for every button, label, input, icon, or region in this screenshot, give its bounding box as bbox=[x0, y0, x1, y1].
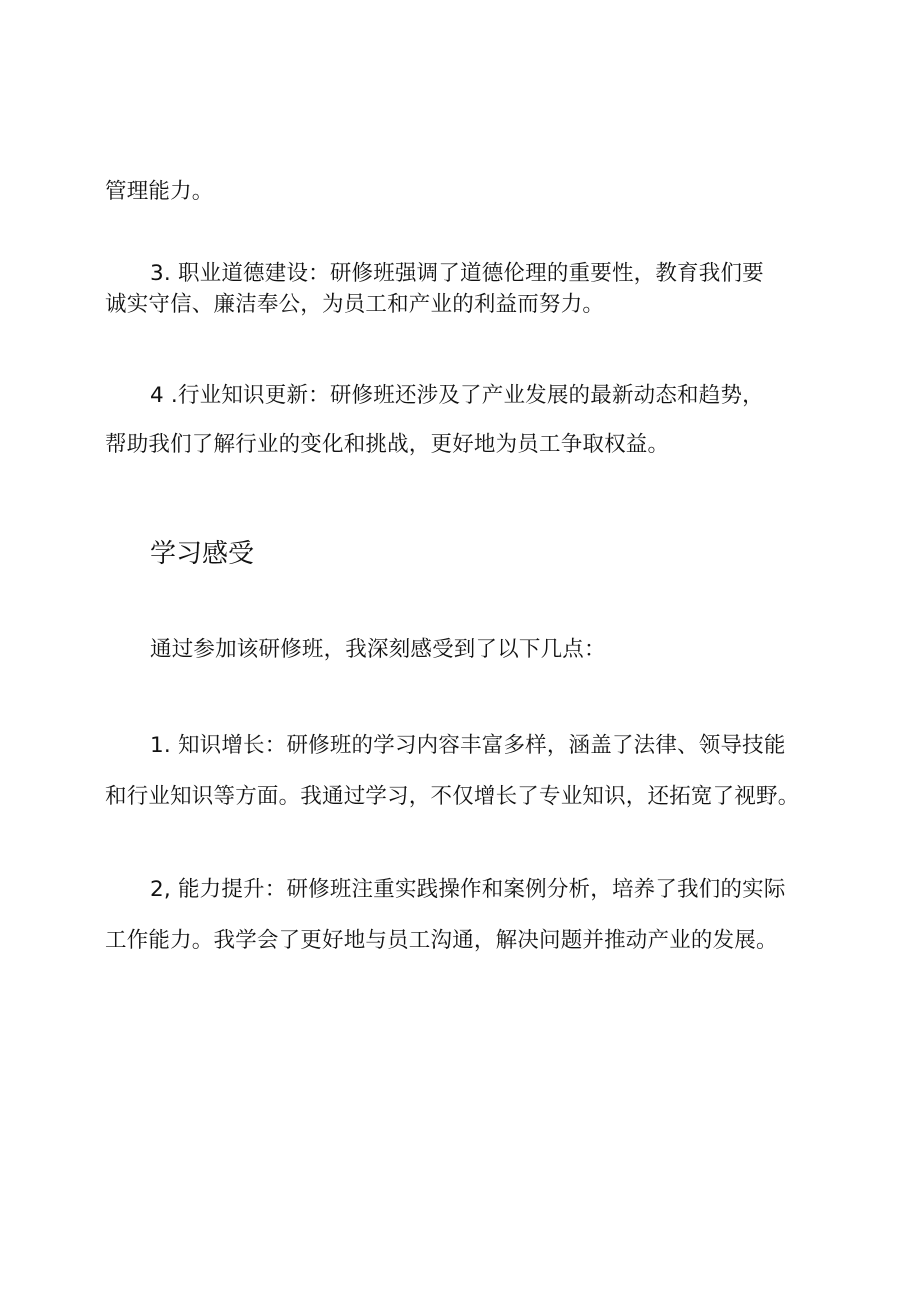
list-item-line: 帮助我们了解行业的变化和挑战，更好地为员工争取权益。 bbox=[105, 432, 670, 457]
intro-paragraph: 通过参加该研修班，我深刻感受到了以下几点： bbox=[150, 637, 606, 662]
list-item-line: 3. 职业道德建设：研修班强调了道德伦理的重要性，教育我们要 bbox=[150, 261, 764, 286]
list-item-line: 4 .行业知识更新：研修班还涉及了产业发展的最新动态和趋势， bbox=[150, 383, 764, 408]
continuation-text: 管理能力。 bbox=[105, 179, 214, 204]
section-heading: 学习感受 bbox=[150, 539, 255, 569]
list-item-line: 工作能力。我学会了更好地与员工沟通，解决问题并推动产业的发展。 bbox=[105, 928, 778, 953]
list-item-line: 1. 知识增长：研修班的学习内容丰富多样，涵盖了法律、领导技能 bbox=[150, 733, 786, 758]
list-item-line: 2, 能力提升：研修班注重实践操作和案例分析，培养了我们的实际 bbox=[150, 877, 786, 902]
list-item-line: 和行业知识等方面。我通过学习，不仅增长了专业知识，还拓宽了视野。 bbox=[105, 784, 800, 809]
list-item-line: 诚实守信、廉洁奉公，为员工和产业的利益而努力。 bbox=[105, 292, 605, 317]
